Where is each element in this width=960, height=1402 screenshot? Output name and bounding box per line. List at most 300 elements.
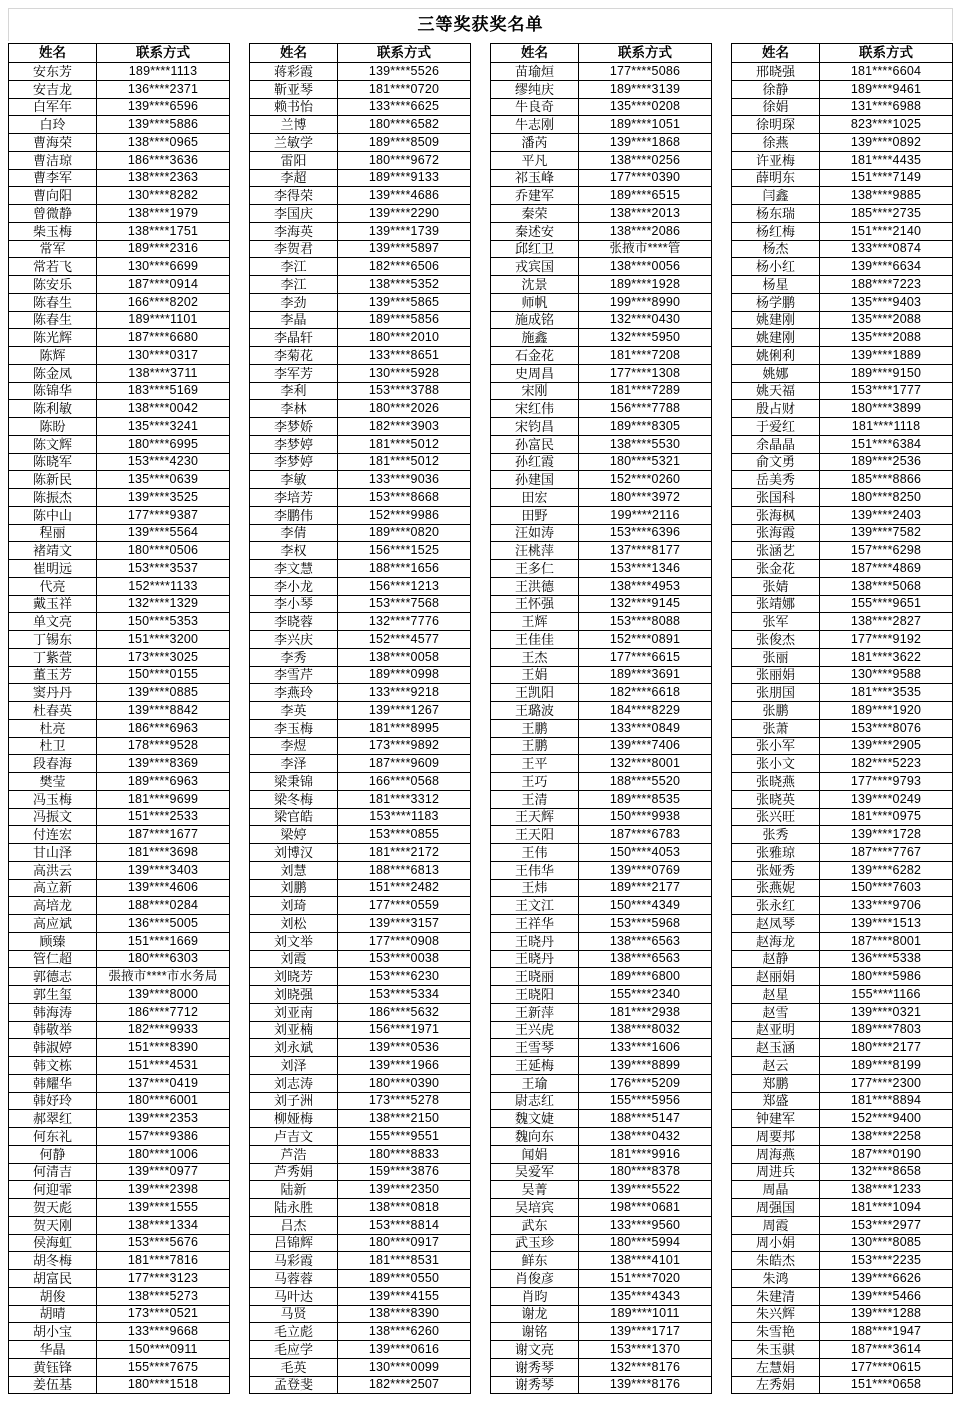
table-row: [9, 418, 230, 436]
table-row: [491, 968, 712, 986]
name-cell: 牛志刚: [491, 116, 579, 134]
contact-cell: 182****5223: [820, 755, 953, 773]
contact-cell: 159****3876: [338, 1163, 471, 1181]
table-row: [250, 1270, 471, 1288]
table-row: [250, 808, 471, 826]
table-row: [732, 276, 953, 294]
table-row: [732, 560, 953, 578]
table-row: [250, 400, 471, 418]
name-cell: 李小龙: [250, 577, 338, 595]
table-row: [732, 311, 953, 329]
table-row: [732, 1163, 953, 1181]
name-cell: 兰敏学: [250, 134, 338, 152]
contact-cell: 153****6230: [338, 968, 471, 986]
name-cell: 周海燕: [732, 1145, 820, 1163]
contact-cell: 156****1525: [338, 542, 471, 560]
table-row: [491, 1216, 712, 1234]
table-row: [491, 986, 712, 1004]
contact-cell: 189****8305: [579, 418, 712, 436]
name-cell: 李菊花: [250, 347, 338, 365]
name-cell: 樊莹: [9, 773, 97, 791]
table-row: [250, 1234, 471, 1252]
table-row: [491, 542, 712, 560]
table-row: [732, 1252, 953, 1270]
contact-cell: 187****4869: [820, 560, 953, 578]
contact-cell: 184****8229: [579, 702, 712, 720]
name-cell: 缪纯庆: [491, 80, 579, 98]
contact-cell: 133****0849: [579, 719, 712, 737]
contact-cell: 150****0911: [97, 1341, 230, 1359]
name-cell: 刘松: [250, 915, 338, 933]
contact-cell: 181****8894: [820, 1092, 953, 1110]
name-cell: 王祥华: [491, 915, 579, 933]
table-row: [9, 542, 230, 560]
contact-cell: 139****6634: [820, 258, 953, 276]
name-cell: 张丽: [732, 648, 820, 666]
name-cell: 左慧娟: [732, 1358, 820, 1376]
name-cell: 贺天刚: [9, 1216, 97, 1234]
contact-cell: 177****0615: [820, 1358, 953, 1376]
table-row: [250, 169, 471, 187]
table-row: [732, 1110, 953, 1128]
table-row: [250, 897, 471, 915]
table-row: [491, 222, 712, 240]
contact-cell: 153****0855: [338, 826, 471, 844]
table-row: [732, 1199, 953, 1217]
name-cell: 朱兴辉: [732, 1305, 820, 1323]
name-cell: 周要邦: [732, 1128, 820, 1146]
table-row: [9, 347, 230, 365]
name-cell: 陈振杰: [9, 489, 97, 507]
name-cell: 李文慧: [250, 560, 338, 578]
name-cell: 贺天彪: [9, 1199, 97, 1217]
name-cell: 王晓丽: [491, 968, 579, 986]
contact-cell: 153****2977: [820, 1216, 953, 1234]
table-row: [732, 1074, 953, 1092]
name-cell: 曾微静: [9, 205, 97, 223]
contact-cell: 181****5012: [338, 435, 471, 453]
contact-cell: 150****4349: [579, 897, 712, 915]
contact-cell: 138****1334: [97, 1216, 230, 1234]
name-cell: 李军芳: [250, 364, 338, 382]
name-cell: 丁紫萱: [9, 648, 97, 666]
table-row: [9, 435, 230, 453]
contact-cell: 187****6783: [579, 826, 712, 844]
contact-cell: 150****7603: [820, 879, 953, 897]
name-cell: 孙富民: [491, 435, 579, 453]
contact-cell: 138****2150: [338, 1110, 471, 1128]
table-row: [250, 80, 471, 98]
page-title: 三等奖获奖名单: [417, 15, 544, 34]
contact-cell: 133****8651: [338, 347, 471, 365]
contact-cell: 189****9133: [338, 169, 471, 187]
table-row: [9, 276, 230, 294]
name-cell: 师帆: [491, 293, 579, 311]
table-row: [491, 1305, 712, 1323]
table-row: [250, 1376, 471, 1394]
table-row: [9, 826, 230, 844]
name-cell: 周强国: [732, 1199, 820, 1217]
contact-cell: 189****1113: [97, 63, 230, 81]
contact-cell: 138****4101: [579, 1252, 712, 1270]
name-cell: 吴爱军: [491, 1163, 579, 1181]
contact-cell: 139****5564: [97, 524, 230, 542]
table-row: [250, 1039, 471, 1057]
contact-cell: 153****8088: [579, 613, 712, 631]
contact-cell: 133****9706: [820, 897, 953, 915]
name-cell: 钟建军: [732, 1110, 820, 1128]
name-cell: 王炜: [491, 879, 579, 897]
contact-cell: 138****6260: [338, 1323, 471, 1341]
contact-cell: 186****6963: [97, 719, 230, 737]
contact-cell: 139****5522: [579, 1181, 712, 1199]
table-row: [250, 844, 471, 862]
table-row: [9, 1003, 230, 1021]
table-row: [491, 577, 712, 595]
header-row: [732, 44, 953, 63]
table-row: [9, 879, 230, 897]
table-row: [491, 187, 712, 205]
contact-cell: 130****6699: [97, 258, 230, 276]
table-row: [732, 187, 953, 205]
contact-cell: 181****0720: [338, 80, 471, 98]
table-row: [9, 1270, 230, 1288]
name-cell: 魏向东: [491, 1128, 579, 1146]
table-row: [9, 1145, 230, 1163]
contact-cell: 166****8202: [97, 293, 230, 311]
table-row: [732, 382, 953, 400]
name-cell: 李晓蓉: [250, 613, 338, 631]
name-cell: 王天辉: [491, 808, 579, 826]
name-cell: 韩海涛: [9, 1003, 97, 1021]
contact-cell: 139****8842: [97, 702, 230, 720]
name-cell: 沈景: [491, 276, 579, 294]
contact-cell: 153****5334: [338, 986, 471, 1004]
name-cell: 高洪云: [9, 861, 97, 879]
name-cell: 李倩: [250, 524, 338, 542]
contact-cell: 張掖市****市水务局: [97, 968, 230, 986]
name-cell: 鲜东: [491, 1252, 579, 1270]
name-cell: 刘霞: [250, 950, 338, 968]
name-cell: 程丽: [9, 524, 97, 542]
contact-cell: 181****5012: [338, 453, 471, 471]
contact-cell: 132****8658: [820, 1163, 953, 1181]
contact-cell: 180****6995: [97, 435, 230, 453]
contact-cell: 181****7208: [579, 347, 712, 365]
contact-cell: 133****9560: [579, 1216, 712, 1234]
name-cell: 张俊杰: [732, 631, 820, 649]
name-cell: 梁婷: [250, 826, 338, 844]
name-cell: 刘慧: [250, 861, 338, 879]
contact-cell: 182****9933: [97, 1021, 230, 1039]
contact-cell: 153****8814: [338, 1216, 471, 1234]
contact-cell: 180****5986: [820, 968, 953, 986]
name-cell: 王天阳: [491, 826, 579, 844]
table-row: [491, 116, 712, 134]
contact-cell: 181****9916: [579, 1145, 712, 1163]
name-cell: 苗瑜烜: [491, 63, 579, 81]
name-cell: 张小军: [732, 737, 820, 755]
table-row: [250, 1358, 471, 1376]
name-cell: 赵凤琴: [732, 915, 820, 933]
table-row: [9, 1358, 230, 1376]
table-row: [250, 1110, 471, 1128]
table-row: [491, 418, 712, 436]
name-cell: 王鹏: [491, 719, 579, 737]
name-cell: 李贺君: [250, 240, 338, 258]
table-row: [732, 1305, 953, 1323]
table-row: [732, 915, 953, 933]
name-cell: 张海霞: [732, 524, 820, 542]
table-row: [250, 1287, 471, 1305]
name-cell: 白玲: [9, 116, 97, 134]
name-cell: 陈春生: [9, 293, 97, 311]
table-row: [250, 347, 471, 365]
contact-cell: 187****1677: [97, 826, 230, 844]
name-cell: 闻娟: [491, 1145, 579, 1163]
name-cell: 李英: [250, 702, 338, 720]
contact-cell: 155****7675: [97, 1358, 230, 1376]
table-row: [732, 240, 953, 258]
contact-cell: 181****0975: [820, 808, 953, 826]
table-row: [491, 631, 712, 649]
contact-cell: 186****3636: [97, 151, 230, 169]
contact-column-header: 联系方式: [820, 44, 953, 63]
table-row: [9, 897, 230, 915]
table-row: [491, 276, 712, 294]
contact-cell: 178****9528: [97, 737, 230, 755]
contact-cell: 189****5856: [338, 311, 471, 329]
table-row: [491, 808, 712, 826]
table-row: [491, 258, 712, 276]
contact-cell: 188****5520: [579, 773, 712, 791]
contact-cell: 187****9609: [338, 755, 471, 773]
contact-cell: 139****1288: [820, 1305, 953, 1323]
name-cell: 曹向阳: [9, 187, 97, 205]
contact-cell: 139****8176: [579, 1376, 712, 1394]
contact-cell: 136****5005: [97, 915, 230, 933]
contact-cell: 189****8535: [579, 790, 712, 808]
table-row: [732, 950, 953, 968]
name-cell: 邢晓强: [732, 63, 820, 81]
name-cell: 马彩霞: [250, 1252, 338, 1270]
contact-cell: 137****0419: [97, 1074, 230, 1092]
name-cell: 韩淑婷: [9, 1039, 97, 1057]
name-cell: 王清: [491, 790, 579, 808]
contact-cell: 139****1889: [820, 347, 953, 365]
table-row: [9, 915, 230, 933]
name-cell: 陈春生: [9, 311, 97, 329]
name-cell: 施成铭: [491, 311, 579, 329]
table-row: [732, 702, 953, 720]
name-cell: 张金花: [732, 560, 820, 578]
table-row: [732, 453, 953, 471]
name-cell: 武东: [491, 1216, 579, 1234]
name-cell: 刘永斌: [250, 1039, 338, 1057]
contact-cell: 138****0432: [579, 1128, 712, 1146]
contact-cell: 189****0550: [338, 1270, 471, 1288]
name-cell: 胡俊: [9, 1287, 97, 1305]
contact-cell: 152****9986: [338, 506, 471, 524]
name-cell: 李江: [250, 258, 338, 276]
name-cell: 褚靖文: [9, 542, 97, 560]
contact-cell: 180****6303: [97, 950, 230, 968]
name-cell: 尉志红: [491, 1092, 579, 1110]
contact-cell: 177****0559: [338, 897, 471, 915]
contact-cell: 173****0521: [97, 1305, 230, 1323]
name-cell: 张国科: [732, 489, 820, 507]
name-cell: 丁锡东: [9, 631, 97, 649]
table-row: [732, 897, 953, 915]
contact-cell: 187****8001: [820, 932, 953, 950]
contact-cell: 130****0317: [97, 347, 230, 365]
table-row: [9, 986, 230, 1004]
contact-cell: 139****0769: [579, 861, 712, 879]
contact-cell: 151****3200: [97, 631, 230, 649]
contact-cell: 139****8000: [97, 986, 230, 1004]
table-row: [732, 1039, 953, 1057]
table-row: [250, 1021, 471, 1039]
contact-cell: 181****6604: [820, 63, 953, 81]
name-cell: 李煜: [250, 737, 338, 755]
table-row: [732, 1128, 953, 1146]
table-row: [732, 258, 953, 276]
table-row: [9, 1376, 230, 1394]
contact-cell: 173****9892: [338, 737, 471, 755]
contact-cell: 180****0390: [338, 1074, 471, 1092]
table-row: [491, 151, 712, 169]
contact-cell: 180****2010: [338, 329, 471, 347]
name-cell: 李培芳: [250, 489, 338, 507]
name-cell: 朱鸿: [732, 1270, 820, 1288]
name-cell: 张永红: [732, 897, 820, 915]
name-cell: 乔建军: [491, 187, 579, 205]
contact-cell: 132****9145: [579, 595, 712, 613]
name-cell: 郭德志: [9, 968, 97, 986]
contact-cell: 139****1555: [97, 1199, 230, 1217]
table-row: [9, 631, 230, 649]
table-row: [9, 1021, 230, 1039]
table-row: [250, 1305, 471, 1323]
table-row: [9, 648, 230, 666]
table-row: [250, 1181, 471, 1199]
name-cell: 张晓燕: [732, 773, 820, 791]
table-row: [732, 932, 953, 950]
name-cell: 李泽: [250, 755, 338, 773]
contact-cell: 139****0321: [820, 1003, 953, 1021]
name-cell: 高培龙: [9, 897, 97, 915]
name-cell: 石金花: [491, 347, 579, 365]
contact-cell: 153****1183: [338, 808, 471, 826]
contact-cell: 139****3403: [97, 861, 230, 879]
contact-cell: 189****8199: [820, 1057, 953, 1075]
name-column-header: 姓名: [491, 44, 579, 63]
contact-cell: 138****4953: [579, 577, 712, 595]
contact-cell: 181****8995: [338, 719, 471, 737]
table-row: [732, 790, 953, 808]
contact-cell: 180****8250: [820, 489, 953, 507]
name-column-header: 姓名: [732, 44, 820, 63]
name-cell: 王凯阳: [491, 684, 579, 702]
name-cell: 李敏: [250, 471, 338, 489]
name-cell: 宋刚: [491, 382, 579, 400]
table-row: [732, 1270, 953, 1288]
table-row: [9, 702, 230, 720]
contact-cell: 138****6563: [579, 932, 712, 950]
name-cell: 张燕妮: [732, 879, 820, 897]
table-row: [9, 205, 230, 223]
table-row: [9, 737, 230, 755]
contact-cell: 139****4606: [97, 879, 230, 897]
name-cell: 徐静: [732, 80, 820, 98]
contact-cell: 139****3525: [97, 489, 230, 507]
contact-cell: 139****6282: [820, 861, 953, 879]
name-cell: 谢秀琴: [491, 1376, 579, 1394]
table-row: [491, 1234, 712, 1252]
contact-cell: 153****5968: [579, 915, 712, 933]
table-row: [9, 80, 230, 98]
table-row: [9, 222, 230, 240]
contact-cell: 139****5526: [338, 63, 471, 81]
name-cell: 王晓丹: [491, 950, 579, 968]
table-row: [732, 577, 953, 595]
contact-cell: 153****0038: [338, 950, 471, 968]
name-cell: 崔明远: [9, 560, 97, 578]
table-row: [9, 1039, 230, 1057]
name-cell: 王璐波: [491, 702, 579, 720]
table-row: [250, 1003, 471, 1021]
table-row: [9, 1234, 230, 1252]
contact-cell: 181****2172: [338, 844, 471, 862]
name-cell: 徐明琛: [732, 116, 820, 134]
table-row: [732, 80, 953, 98]
table-row: [491, 915, 712, 933]
contact-cell: 157****6298: [820, 542, 953, 560]
name-cell: 谢文亮: [491, 1341, 579, 1359]
table-row: [250, 116, 471, 134]
name-cell: 郭生玺: [9, 986, 97, 1004]
table-row: [732, 719, 953, 737]
name-cell: 王伟: [491, 844, 579, 862]
table-row: [9, 1341, 230, 1359]
contact-cell: 135****0208: [579, 98, 712, 116]
name-cell: 祁玉峰: [491, 169, 579, 187]
table-row: [250, 542, 471, 560]
table-row: [9, 755, 230, 773]
header-row: [491, 44, 712, 63]
name-cell: 李晶轩: [250, 329, 338, 347]
contact-cell: 181****8531: [338, 1252, 471, 1270]
table-row: [491, 1110, 712, 1128]
table-row: [732, 63, 953, 81]
table-row: [9, 932, 230, 950]
table-row: [9, 187, 230, 205]
name-cell: 吴培宾: [491, 1199, 579, 1217]
contact-cell: 180****5321: [579, 453, 712, 471]
table-row: [250, 1074, 471, 1092]
contact-cell: 188****7223: [820, 276, 953, 294]
winner-table-3: [490, 43, 712, 1394]
name-cell: 陈锦华: [9, 382, 97, 400]
table-row: [491, 1128, 712, 1146]
table-row: [491, 1376, 712, 1394]
table-row: [250, 1341, 471, 1359]
table-row: [9, 311, 230, 329]
contact-cell: 180****2026: [338, 400, 471, 418]
name-cell: 王辉: [491, 613, 579, 631]
table-row: [9, 773, 230, 791]
contact-cell: 150****0155: [97, 666, 230, 684]
